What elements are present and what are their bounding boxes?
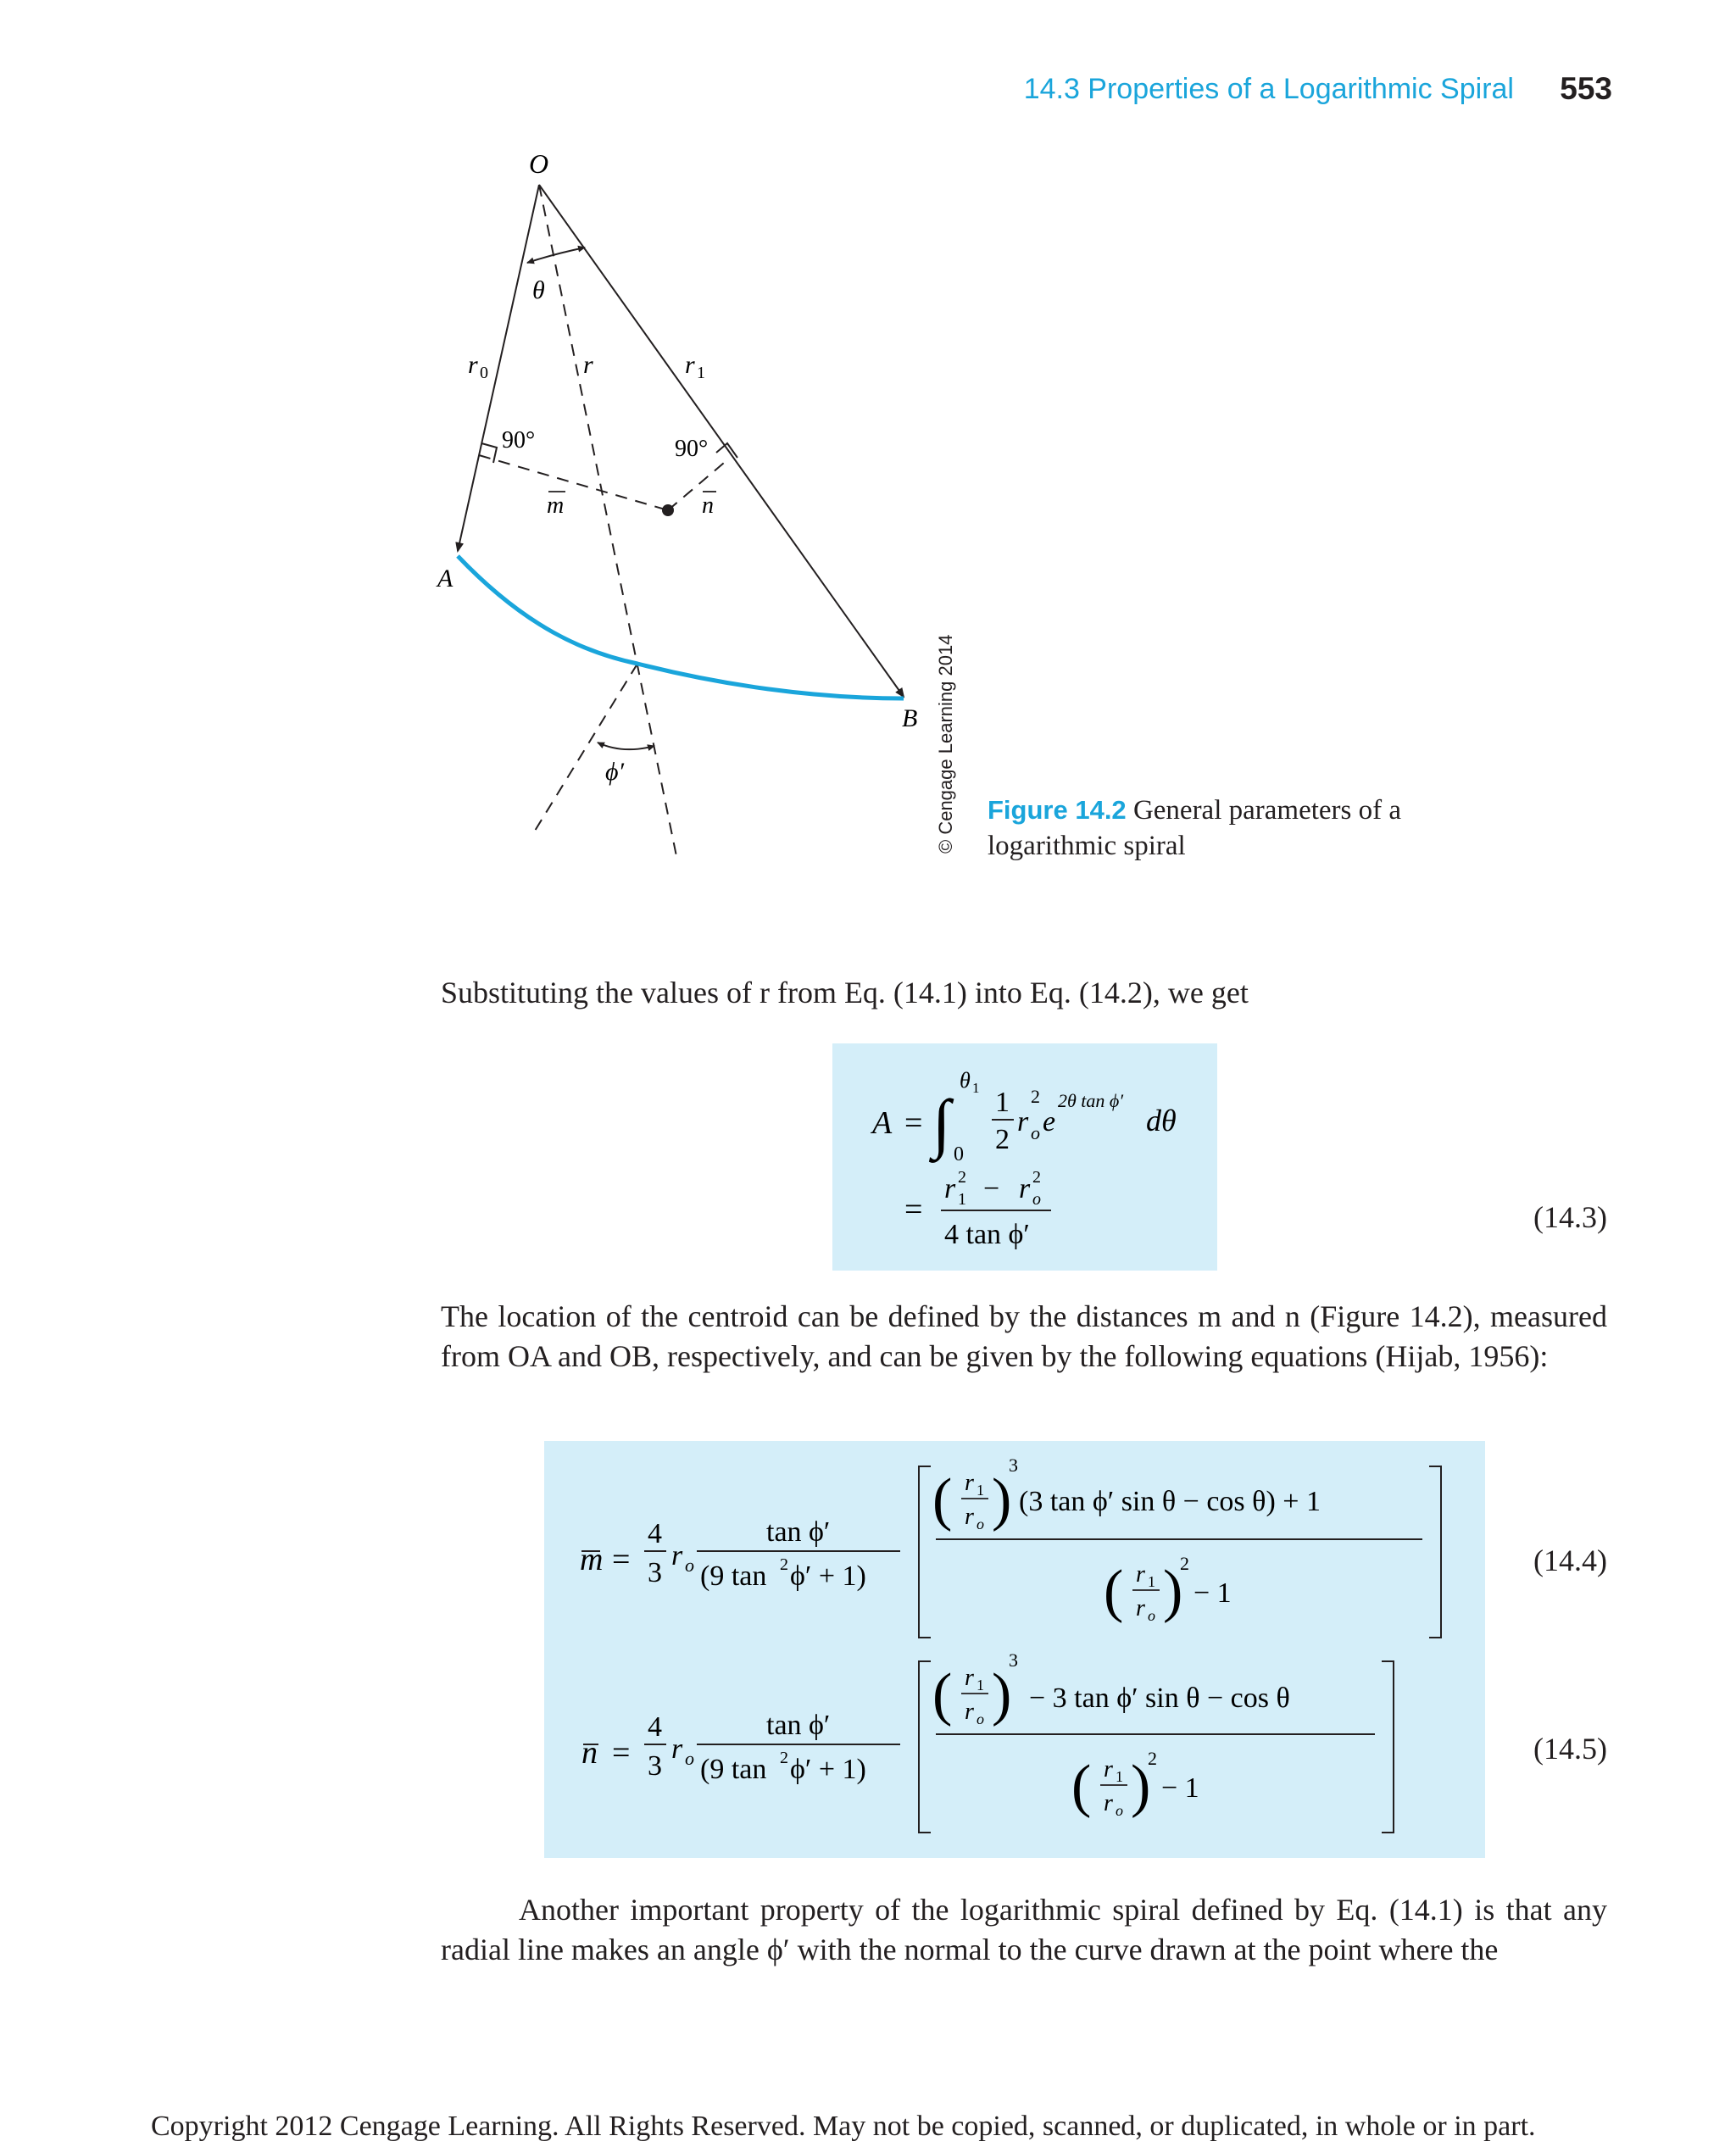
svg-text:): ): [992, 1467, 1012, 1532]
svg-text:tan ϕ′: tan ϕ′: [766, 1710, 831, 1741]
figure-caption-text: General parameters of a logarithmic spiral: [988, 795, 1401, 861]
svg-text:o: o: [1032, 1190, 1041, 1209]
svg-text:(9 tan: (9 tan: [700, 1560, 767, 1592]
svg-text:o: o: [1116, 1802, 1123, 1819]
svg-text:r: r: [965, 1504, 974, 1530]
phi-arc: [598, 743, 654, 749]
svg-text:3: 3: [1009, 1455, 1018, 1476]
label-angle-left: 90°: [502, 427, 536, 453]
svg-text:dθ: dθ: [1146, 1104, 1177, 1137]
svg-text:n: n: [581, 1735, 598, 1771]
label-r0: [468, 351, 488, 382]
svg-text:3: 3: [1009, 1649, 1018, 1671]
svg-text:m: m: [580, 1542, 604, 1577]
svg-text:4 tan ϕ′: 4 tan ϕ′: [944, 1219, 1030, 1250]
svg-text:3: 3: [648, 1750, 662, 1782]
label-o: O: [529, 148, 549, 179]
svg-text:(: (: [932, 1467, 953, 1532]
svg-text:A: A: [872, 1105, 893, 1141]
log-spiral-figure: [437, 136, 966, 873]
svg-text:(: (: [1104, 1559, 1124, 1624]
running-title: 14.3 Properties of a Logarithmic Spiral: [1023, 73, 1514, 105]
theta-arc: [527, 248, 585, 263]
svg-text:=: =: [904, 1192, 923, 1227]
svg-text:tan ϕ′: tan ϕ′: [766, 1516, 831, 1548]
svg-text:r: r: [671, 1733, 683, 1765]
svg-text:3: 3: [648, 1557, 662, 1588]
figure-copyright: © Cengage Learning 2014: [935, 634, 956, 854]
paragraph-centroid: The location of the centroid can be defined by the distances m and n (Figure 14.2), measured from OA and OB, respectively, and can be given by the following equations (Hijab, 1956):: [441, 1299, 1607, 1373]
right-angle-mark-left: [481, 443, 497, 463]
svg-text:o: o: [685, 1555, 694, 1576]
label-n-bar: [702, 492, 716, 519]
svg-text:2: 2: [1148, 1748, 1157, 1769]
svg-text:r: r: [1019, 1173, 1031, 1204]
svg-text:2: 2: [780, 1555, 788, 1574]
svg-text:4: 4: [648, 1711, 662, 1743]
label-r1: [685, 351, 705, 382]
svg-text:n: n: [702, 492, 714, 519]
svg-text:(: (: [932, 1662, 953, 1727]
svg-text:1: 1: [958, 1190, 966, 1209]
svg-text:r: r: [1104, 1790, 1113, 1816]
svg-text:ϕ′ + 1): ϕ′ + 1): [790, 1560, 866, 1592]
svg-text:o: o: [976, 1516, 984, 1532]
right-angle-mark-right: [716, 443, 737, 458]
svg-text:): ): [1131, 1754, 1151, 1819]
centroid-point: [662, 504, 674, 516]
svg-text:2: 2: [1031, 1086, 1040, 1107]
paragraph-substituting: Substituting the values of r from Eq. (14.1) into Eq. (14.2), we get: [441, 976, 1249, 1010]
svg-text:r: r: [1017, 1106, 1029, 1137]
svg-text:1: 1: [976, 1677, 984, 1694]
figure-caption: [988, 793, 1462, 864]
svg-text:o: o: [1148, 1607, 1155, 1624]
svg-text:θ: θ: [960, 1068, 971, 1093]
label-b: B: [902, 704, 918, 732]
svg-text:r: r: [965, 1699, 974, 1725]
svg-text:1: 1: [976, 1482, 984, 1499]
svg-text:o: o: [1031, 1122, 1040, 1143]
line-m-dashed: [479, 455, 668, 510]
svg-text:1: 1: [1148, 1573, 1155, 1590]
page-number: 553: [1560, 71, 1612, 106]
svg-text:o: o: [976, 1710, 984, 1727]
svg-text:r: r: [1136, 1595, 1145, 1621]
svg-text:1: 1: [995, 1087, 1010, 1118]
line-r-dashed: [539, 185, 676, 856]
equation-number-14-5: (14.5): [1533, 1732, 1607, 1766]
svg-text:2: 2: [1032, 1168, 1041, 1187]
copyright-footer: Copyright 2012 Cengage Learning. All Rights Reserved. May not be copied, scanned, or duplicated, in whole or in part.: [151, 2111, 1536, 2142]
svg-text:r: r: [965, 1470, 974, 1496]
svg-text:r: r: [671, 1540, 683, 1571]
svg-text:o: o: [685, 1748, 694, 1769]
svg-text:2: 2: [780, 1749, 788, 1767]
svg-text:m: m: [547, 492, 565, 519]
integral-sign: ∫: [932, 1086, 951, 1160]
line-ob: [539, 185, 904, 697]
svg-text:− 1: − 1: [1161, 1772, 1199, 1804]
svg-text:2: 2: [1180, 1553, 1189, 1574]
svg-text:e: e: [1043, 1106, 1056, 1137]
svg-text:−: −: [983, 1173, 1000, 1204]
svg-text:r: r: [944, 1173, 956, 1204]
svg-text:r: r: [1104, 1756, 1113, 1783]
paragraph-another-property: Another important property of the logarithmic spiral defined by Eq. (14.1) is that any radial line makes an angle ϕ′ with the normal to the curve drawn at the point where the: [441, 1893, 1607, 1966]
svg-text:1: 1: [972, 1080, 980, 1096]
label-angle-right: 90°: [675, 436, 709, 462]
svg-text:r: r: [685, 351, 695, 379]
label-theta: θ: [532, 276, 545, 304]
svg-text:r: r: [965, 1665, 974, 1691]
equation-14-5: [544, 1644, 1485, 1853]
spiral-curve: [458, 556, 904, 698]
svg-text:(9 tan: (9 tan: [700, 1754, 767, 1785]
svg-text:2: 2: [995, 1124, 1010, 1155]
equation-14-3: [832, 1043, 1217, 1271]
figure-caption-label: Figure 14.2: [988, 795, 1127, 825]
label-m-bar: [547, 492, 565, 519]
svg-text:2: 2: [958, 1168, 966, 1187]
svg-text:0: 0: [954, 1143, 964, 1165]
svg-text:0: 0: [480, 364, 488, 382]
svg-text:1: 1: [697, 364, 705, 382]
svg-text:r: r: [1136, 1561, 1145, 1588]
svg-text:(3 tan ϕ′ sin θ − cos θ) + 1: (3 tan ϕ′ sin θ − cos θ) + 1: [1019, 1486, 1321, 1517]
line-n-dashed: [668, 459, 729, 510]
label-a: A: [437, 565, 453, 592]
svg-text:r: r: [468, 351, 478, 379]
svg-text:=: =: [612, 1735, 631, 1771]
svg-text:): ): [1163, 1559, 1183, 1624]
svg-text:4: 4: [648, 1518, 662, 1549]
equation-14-4: [544, 1441, 1485, 1649]
svg-text:− 3 tan ϕ′ sin θ − cos θ: − 3 tan ϕ′ sin θ − cos θ: [1029, 1683, 1290, 1714]
svg-text:− 1: − 1: [1194, 1577, 1232, 1609]
label-r: r: [583, 351, 593, 379]
svg-text:1: 1: [1116, 1768, 1123, 1785]
svg-text:=: =: [904, 1105, 923, 1141]
equation-number-14-4: (14.4): [1533, 1544, 1607, 1577]
svg-text:2θ tan ϕ′: 2θ tan ϕ′: [1058, 1090, 1124, 1111]
svg-text:): ): [992, 1662, 1012, 1727]
label-phi-prime: ϕ′: [605, 758, 625, 786]
svg-text:(: (: [1071, 1754, 1092, 1819]
svg-text:=: =: [612, 1542, 631, 1577]
svg-text:ϕ′ + 1): ϕ′ + 1): [790, 1754, 866, 1785]
equation-number-14-3: (14.3): [1533, 1200, 1607, 1234]
